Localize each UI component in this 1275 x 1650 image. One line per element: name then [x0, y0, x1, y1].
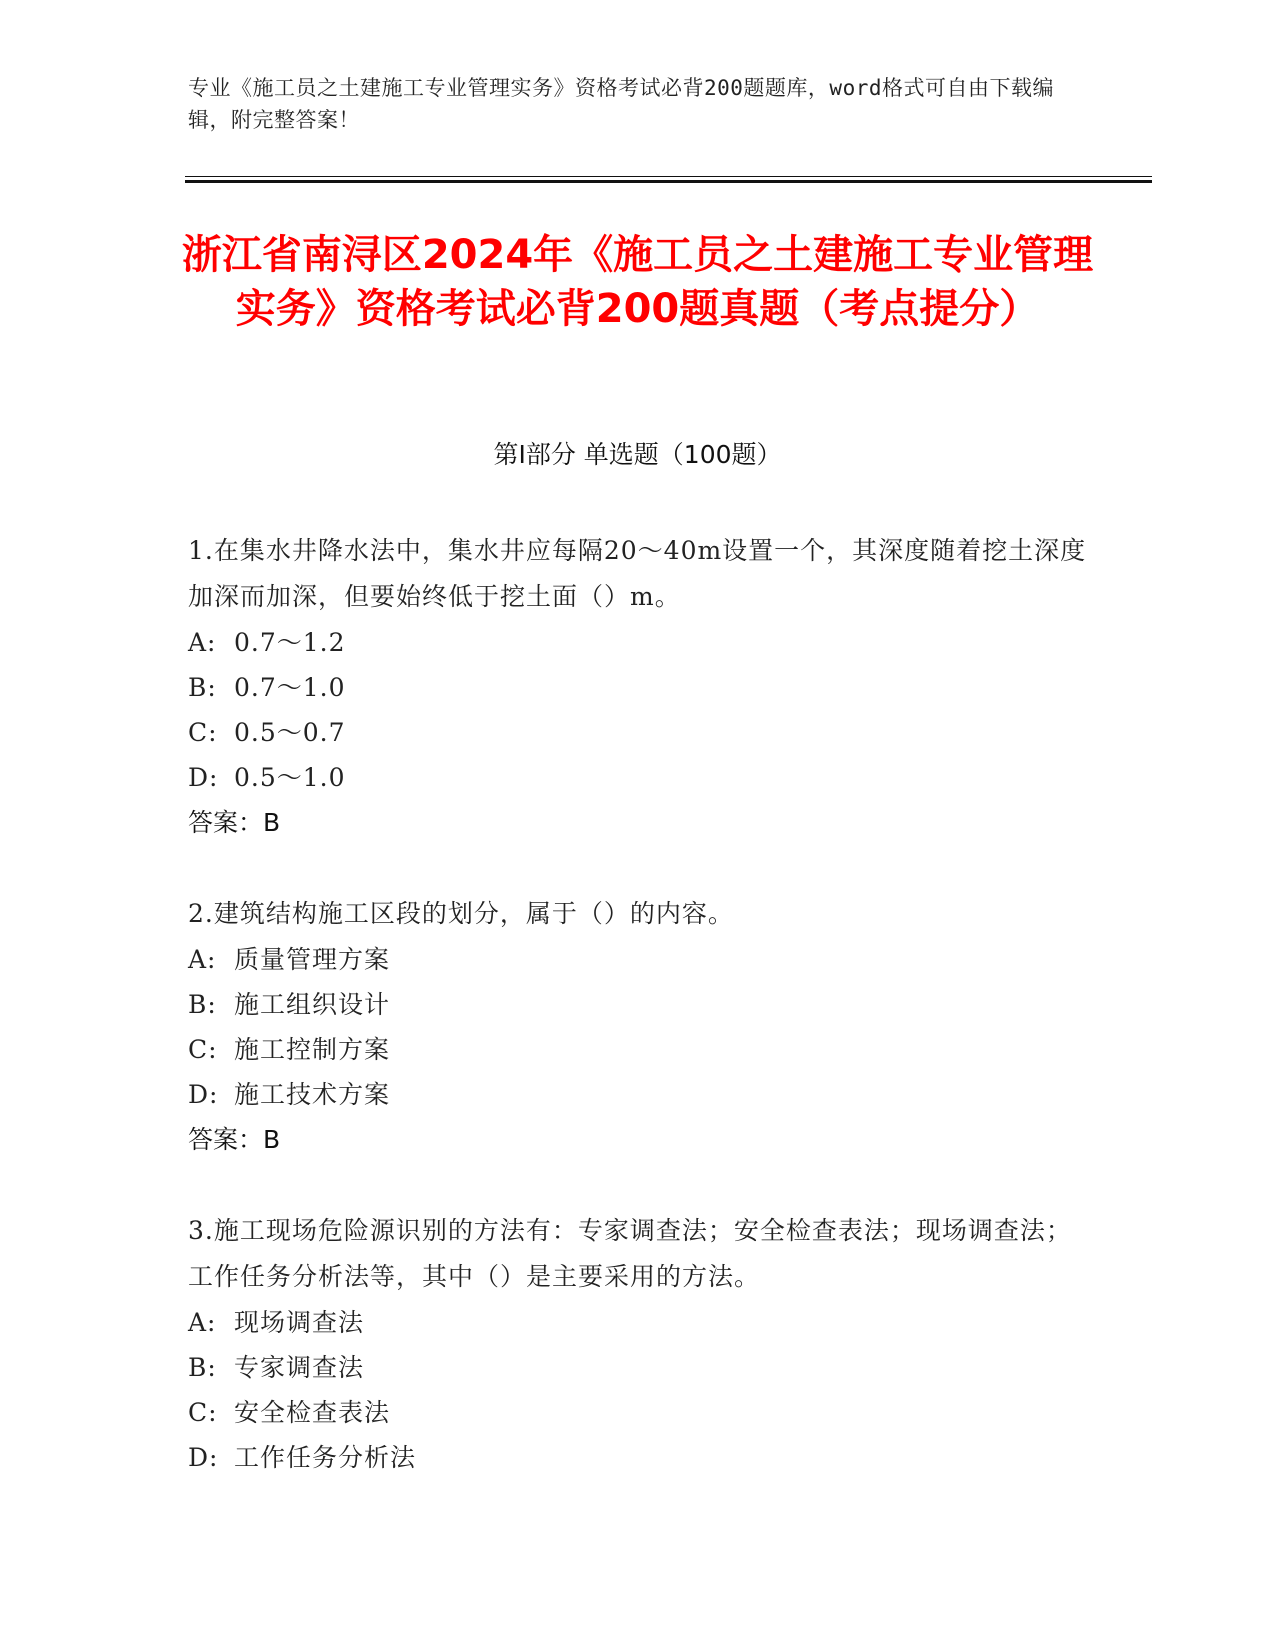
- option-text: 0.7～1.0: [234, 673, 346, 702]
- option-letter: B:: [188, 673, 217, 702]
- document-title: 浙江省南浔区2024年《施工员之土建施工专业管理实务》资格考试必背200题真题（考点提分）: [181, 232, 1094, 332]
- header-divider-thick: [185, 180, 1152, 183]
- option-text: 施工组织设计: [234, 990, 391, 1019]
- option-letter: D:: [188, 1080, 219, 1109]
- option-letter: B:: [188, 990, 217, 1019]
- answer: 答案：B: [188, 808, 281, 837]
- option-text: 0.7～1.2: [234, 628, 346, 657]
- option-a: [188, 1300, 1088, 1345]
- section-title: 第Ⅰ部分 单选题（100题）: [493, 440, 782, 469]
- option-a: [188, 937, 1088, 982]
- question-stem: 2.建筑结构施工区段的划分，属于（）的内容。: [188, 899, 734, 928]
- option-letter: C:: [188, 1398, 218, 1427]
- option-letter: C:: [188, 1035, 218, 1064]
- question-stem: 3.施工现场危险源识别的方法有：专家调查法；安全检查表法；现场调查法；工作任务分析法等，其中（）是主要采用的方法。: [188, 1216, 1072, 1291]
- option-text: 施工技术方案: [234, 1080, 391, 1109]
- option-text: 安全检查表法: [234, 1398, 391, 1427]
- option-letter: A:: [188, 1308, 217, 1337]
- question-3: [188, 1208, 1088, 1480]
- option-b: [188, 1345, 1088, 1390]
- option-d: [188, 1435, 1088, 1480]
- option-letter: B:: [188, 1353, 217, 1382]
- option-a: [188, 620, 1088, 665]
- header-divider-thin: [185, 176, 1152, 177]
- header-note: 专业《施工员之土建施工专业管理实务》资格考试必背200题题库，word格式可自由下载编辑，附完整答案！: [188, 76, 1054, 132]
- option-c: [188, 710, 1088, 755]
- question-stem: 1.在集水井降水法中，集水井应每隔20～40m设置一个，其深度随着挖土深度加深而加深，但要始终低于挖土面（）m。: [188, 536, 1087, 611]
- option-text: 专家调查法: [234, 1353, 365, 1382]
- option-text: 质量管理方案: [234, 945, 391, 974]
- option-c: [188, 1027, 1088, 1072]
- option-text: 0.5～1.0: [234, 763, 346, 792]
- option-letter: D:: [188, 763, 219, 792]
- option-d: [188, 1072, 1088, 1117]
- option-text: 工作任务分析法: [234, 1443, 417, 1472]
- question-list: [188, 528, 1088, 1526]
- option-letter: D:: [188, 1443, 219, 1472]
- option-letter: A:: [188, 945, 217, 974]
- option-text: 现场调查法: [234, 1308, 365, 1337]
- option-text: 施工控制方案: [234, 1035, 391, 1064]
- option-b: [188, 665, 1088, 710]
- option-letter: A:: [188, 628, 217, 657]
- answer: 答案：B: [188, 1125, 281, 1154]
- option-letter: C:: [188, 718, 218, 747]
- question-2: [188, 891, 1088, 1162]
- question-1: [188, 528, 1088, 845]
- option-d: [188, 755, 1088, 800]
- option-c: [188, 1390, 1088, 1435]
- option-b: [188, 982, 1088, 1027]
- option-text: 0.5～0.7: [234, 718, 346, 747]
